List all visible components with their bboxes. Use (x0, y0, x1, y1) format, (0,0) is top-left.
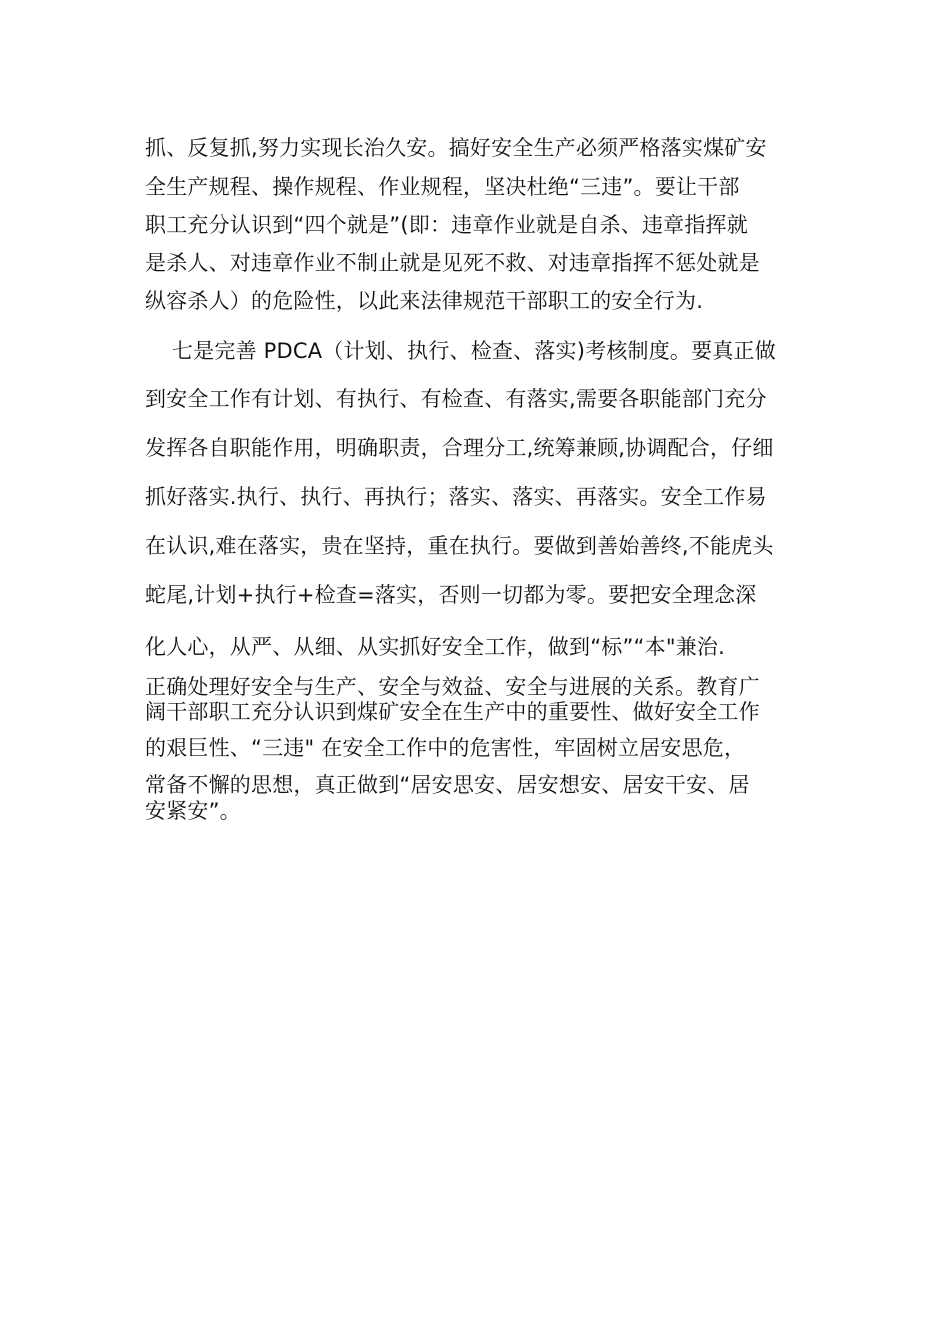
paragraph-3-line-5: 安紧安”。 (145, 799, 241, 823)
paragraph-1-line-1: 抓、反复抓,努力实现长治久安。搞好安全生产必须严格落实煤矿安 (145, 136, 767, 160)
paragraph-2-line-4: 抓好落实.执行、执行、再执行；落实、落实、再落实。安全工作易 (145, 485, 767, 509)
paragraph-1-line-3: 职工充分认识到“四个就是”(即：违章作业就是自杀、违章指挥就 (145, 213, 748, 237)
paragraph-3-line-3: 的艰巨性、“三违" 在安全工作中的危害性，牢固树立居安思危， (145, 736, 746, 760)
paragraph-1-line-2: 全生产规程、操作规程、作业规程，坚决杜绝“三违”。要让干部 (145, 175, 740, 199)
paragraph-1-line-4: 是杀人、对违章作业不制止就是见死不救、对违章指挥不惩处就是 (145, 251, 760, 275)
paragraph-3-line-2: 阔干部职工充分认识到煤矿安全在生产中的重要性、做好安全工作 (145, 700, 760, 724)
paragraph-2-line-1: 七是完善 PDCA（计划、执行、检查、落实)考核制度。要真正做 (172, 339, 776, 363)
paragraph-2-line-7: 化人心，从严、从细、从实抓好安全工作，做到“标”“本"兼治. (145, 635, 725, 659)
paragraph-2-line-2: 到安全工作有计划、有执行、有检查、有落实,需要各职能部门充分 (145, 387, 767, 411)
paragraph-1-line-5: 纵容杀人）的危险性，以此来法律规范干部职工的安全行为. (145, 289, 704, 313)
paragraph-2-line-3: 发挥各自职能作用，明确职责，合理分工,统筹兼顾,协调配合，仔细 (145, 436, 774, 460)
paragraph-2-line-6: 蛇尾,计划+执行+检查=落实，否则一切都为零。要把安全理念深 (145, 583, 757, 607)
paragraph-3-line-4: 常备不懈的思想，真正做到“居安思安、居安想安、居安干安、居 (145, 773, 750, 797)
paragraph-2-line-5: 在认识,难在落实，贵在坚持，重在执行。要做到善始善终,不能虎头 (145, 534, 774, 558)
paragraph-3-line-1: 正确处理好安全与生产、安全与效益、安全与进展的关系。教育广 (145, 675, 760, 699)
